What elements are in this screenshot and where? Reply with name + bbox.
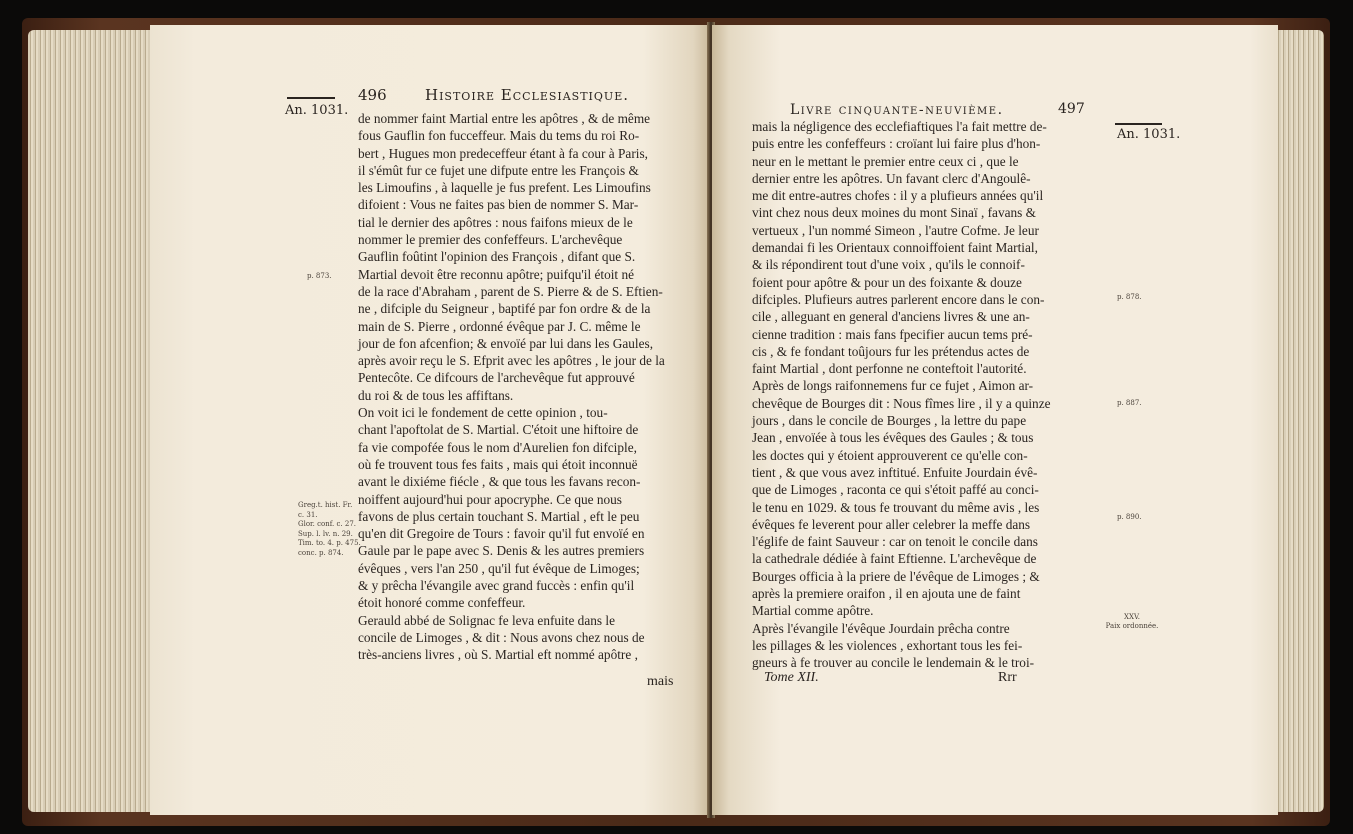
section-title: Paix ordonnée. xyxy=(1105,622,1159,630)
text-line: noiffent aujourd'hui pour apocryphe. Ce que nous xyxy=(358,491,622,507)
text-line: Gauflin foûtint l'opinion des François , difant que S. xyxy=(358,249,636,265)
text-line: ne , difciple du Seigneur , baptifé par fon ordre & de la xyxy=(358,301,651,317)
text-line: vint chez nous deux moines du mont Sinaï , favans & xyxy=(752,205,1036,221)
text-line: Pentecôte. Ce difcours de l'archevêque fut approuvé xyxy=(358,370,635,386)
text-line: favons de plus certain touchant S. Martial , eft le peu xyxy=(358,508,640,524)
catchword: mais xyxy=(647,674,674,689)
text-line: avant le dixiéme fiécle , & que tous les favans recon- xyxy=(358,474,641,490)
text-line: les doctes qui y étoient approuverent ce qu'elle con- xyxy=(752,447,1028,463)
page-number: 496 xyxy=(358,86,387,104)
text-line: du roi & de tous les affiftans. xyxy=(358,387,514,403)
text-line: faint Martial , dont perfonne ne conteftoit l'autorité. xyxy=(752,361,1027,377)
text-line: tial le dernier des apôtres : nous faifons mieux de le xyxy=(358,214,633,230)
left-page xyxy=(150,25,710,815)
text-line: jours , dans le concile de Bourges , la lettre du pape xyxy=(752,413,1027,429)
text-line: où fe trouvent tous fes faits , mais qui étoit inconnuë xyxy=(358,456,638,472)
page-number: 497 xyxy=(1058,101,1085,117)
left-page-edges xyxy=(28,30,158,812)
text-line: les pillages & les violences , exhortant tous les fei- xyxy=(752,637,1023,653)
section-numeral: XXV. xyxy=(1123,613,1141,621)
footer-volume: Tome XII. xyxy=(764,670,819,685)
text-line: après la premiere oraifon , il en ajouta une de faint xyxy=(752,586,1021,602)
text-line: la cathedrale dédiée à faint Eftienne. L'archevêque de xyxy=(752,551,1037,567)
citation-line: Greg.t. hist. Fr. xyxy=(298,501,353,509)
year-note: An. 1031. xyxy=(1117,127,1181,142)
text-line: & y prêcha l'évangile avec grand fuccès : enfin qu'il xyxy=(358,578,635,594)
text-line: Jean , envoïée à tous les évêques des Gaules ; & tous xyxy=(752,430,1034,446)
text-line: de nommer faint Martial entre les apôtres , & de même xyxy=(358,111,651,126)
text-line: nommer le premier des confeffeurs. L'archevêque xyxy=(358,232,623,248)
text-line: Martial comme apôtre. xyxy=(752,603,874,619)
text-line: qu'en dit Gregoire de Tours : favoir qu'il fut envoïé en xyxy=(358,526,645,542)
running-head: Histoire Ecclesiastique. xyxy=(425,86,629,104)
citation-line: c. 31. xyxy=(298,510,318,519)
text-line: étoit honoré comme confeffeur. xyxy=(358,595,526,611)
text-line: mais la négligence des ecclefiaftiques l'a fait mettre de- xyxy=(752,119,1047,134)
text-line: Après de longs raifonnemens fur ce fujet , Aimon ar- xyxy=(752,378,1034,394)
citation-block xyxy=(298,501,361,558)
text-line: neur en le mettant le premier entre ceux ci , que le xyxy=(752,153,1019,169)
year-note: An. 1031. xyxy=(285,103,349,118)
text-line: foient pour apôtre & pour un des foixante & douze xyxy=(752,274,1022,290)
section-note xyxy=(1102,613,1162,631)
text-line: dernier entre les apôtres. Un favant clerc d'Angoulê- xyxy=(752,170,1031,186)
text-line: les Limoufins , à laquelle je fus prefent. Les Limoufins xyxy=(358,180,651,196)
text-line: Après l'évangile l'évêque Jourdain prêcha contre xyxy=(752,620,1010,636)
text-line: me dit entre-autres chofes : il y a plufieurs années qu'il xyxy=(752,188,1044,204)
text-line: jour de fon afcenfion; & envoïé par lui dans les Gaules, xyxy=(358,335,654,351)
year-rule xyxy=(287,97,335,99)
text-line: évêques fe leverent pour aller celebrer la meffe dans xyxy=(752,516,1031,532)
left-page-text xyxy=(358,110,708,664)
text-line: cienne tradition : mais fans fpecifier aucun tems pré- xyxy=(752,326,1033,342)
right-page-text xyxy=(752,118,1092,672)
text-line: après avoir reçu le S. Efprit avec les apôtres , le jour de la xyxy=(358,353,665,369)
text-line: Gaule par le pape avec S. Denis & les autres premiers xyxy=(358,543,645,559)
text-line: vertueux , l'un nommé Simeon , l'autre Cofme. Je leur xyxy=(752,222,1039,238)
citation-line: Tim. to. 4. p. 475. xyxy=(298,539,361,547)
text-line: cile , alleguant en general d'anciens livres & une an- xyxy=(752,309,1030,325)
text-line: très-anciens livres , où S. Martial eft nommé apôtre , xyxy=(358,647,638,663)
text-line: chevêque de Bourges dit : Nous fîmes lire , il y a quinze xyxy=(752,395,1051,411)
text-line: On voit ici le fondement de cette opinion , tou- xyxy=(358,405,608,421)
margin-note: p. 890. xyxy=(1117,513,1142,521)
text-line: l'églife de faint Sauveur : car on tenoit le concile dans xyxy=(752,534,1038,550)
text-line: évêques , vers l'an 250 , qu'il fut évêque de Limoges; xyxy=(358,560,640,576)
citation-line: conc. p. 874. xyxy=(298,548,344,557)
citation-line: Glor. conf. c. 27. xyxy=(298,520,357,528)
text-line: que de Limoges , raconta ce qui s'étoit paffé au conci- xyxy=(752,482,1039,498)
text-line: puis entre les confeffeurs : croïant lui faire plus d'hon- xyxy=(752,136,1041,152)
text-line: le tenu en 1029. & tous fe trouvant du même avis , les xyxy=(752,499,1040,515)
footer-signature: Rrr xyxy=(998,670,1017,685)
margin-note: p. 887. xyxy=(1117,399,1142,407)
text-line: concile de Limoges , & dit : Nous avons chez nous de xyxy=(358,629,645,645)
text-line: Gerauld abbé de Solignac fe leva enfuite dans le xyxy=(358,612,615,628)
text-line: fous Gauflin fon fucceffeur. Mais du tems du roi Ro- xyxy=(358,128,640,144)
text-line: de la race d'Abraham , parent de S. Pierre & de S. Eftien- xyxy=(358,283,663,299)
text-line: & ils répondirent tout d'une voix , qu'ils le connoif- xyxy=(752,257,1025,273)
text-line: tient , & que vous avez inftitué. Enfuite Jourdain évê- xyxy=(752,464,1038,480)
text-line: main de S. Pierre , ordonné évêque par J. C. même le xyxy=(358,318,641,334)
year-rule xyxy=(1115,123,1162,125)
text-line: il s'émût fur ce fujet une difpute entre les François & xyxy=(358,162,639,178)
text-line: cis , & fe fondant toûjours fur les prétendus actes de xyxy=(752,343,1030,359)
text-line: Bourges officia à la priere de l'évêque de Limoges ; & xyxy=(752,568,1040,584)
margin-note: p. 878. xyxy=(1117,293,1142,301)
text-line: fa vie compofée fous le nom d'Aurelien fon difciple, xyxy=(358,439,637,455)
text-line: gneurs à fe trouver au concile le lendemain & le troi- xyxy=(752,655,1035,671)
text-line: chant l'apoftolat de S. Martial. C'étoit une hiftoire de xyxy=(358,422,639,438)
right-page xyxy=(712,25,1278,815)
text-line: bert , Hugues mon predeceffeur étant à fa cour à Paris, xyxy=(358,145,648,161)
text-line: difciples. Plufieurs autres parlerent encore dans le con- xyxy=(752,291,1045,307)
text-line: difoient : Vous ne faites pas bien de nommer S. Mar- xyxy=(358,197,639,213)
citation-line: Sup. l. lv. n. 29. xyxy=(298,529,353,538)
text-line: demandai fi les Orientaux connoiffoient faint Martial, xyxy=(752,240,1038,256)
running-head: Livre cinquante-neuvième. xyxy=(790,102,1004,118)
margin-note: p. 873. xyxy=(307,272,332,280)
text-line: Martial devoit être reconnu apôtre; puifqu'il étoit né xyxy=(358,266,634,282)
right-page-edges xyxy=(1276,30,1324,812)
